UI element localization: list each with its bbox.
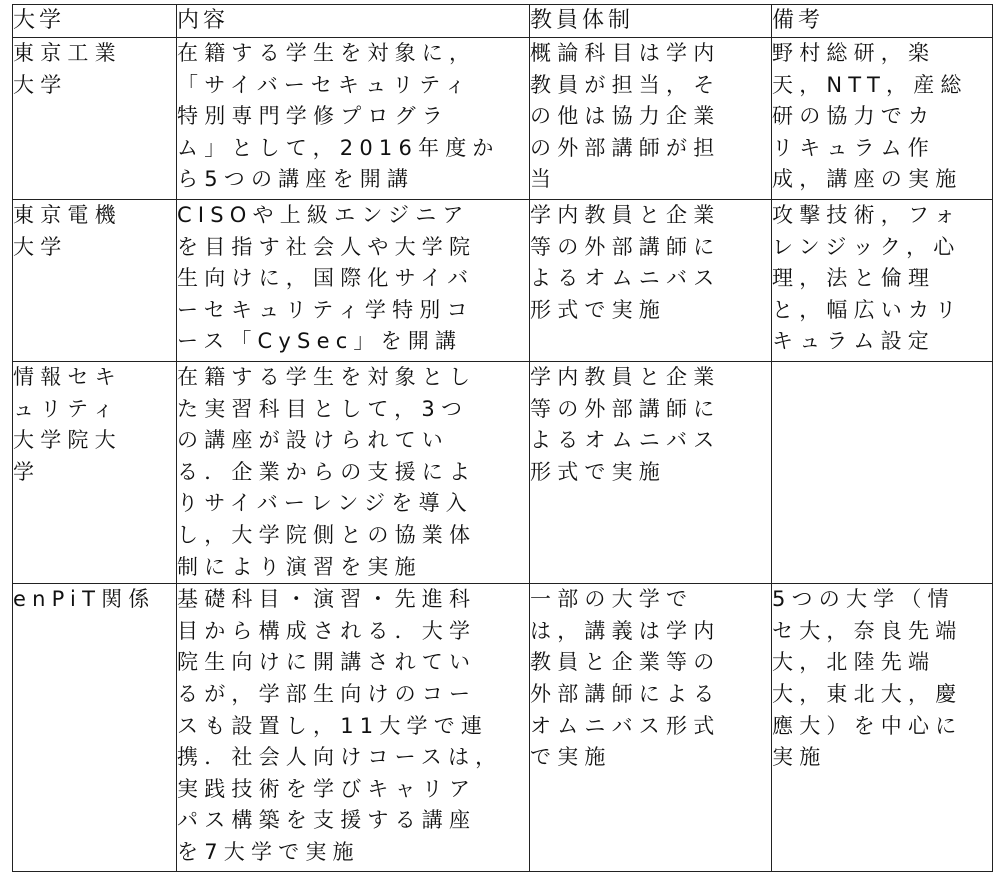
cell-staff	[530, 38, 772, 200]
cell-line: リキュラム作	[772, 135, 935, 160]
cell-line: 大学	[13, 72, 68, 97]
cell-line: を目指す社会人や大学院	[177, 234, 477, 259]
cell-line: パス構築を支援する講座	[177, 808, 477, 833]
cell-line: ース「CySec」を開講	[177, 329, 463, 354]
cell-notes	[772, 584, 993, 872]
cell-line: 「サイバーセキュリティ	[177, 72, 472, 97]
cell-content	[177, 584, 530, 872]
table-row	[13, 584, 993, 872]
cell-line: るが，学部生向けのコー	[177, 681, 477, 706]
cell-line: 成，講座の実施	[772, 167, 963, 192]
cell-line: し，大学院側との協業体	[177, 522, 477, 547]
cell-university	[13, 584, 177, 872]
cell-university	[13, 362, 177, 584]
cell-line: 携．社会人向けコースは，	[177, 745, 503, 770]
cell-staff	[530, 362, 772, 584]
cell-line: 在籍する学生を対象に，	[177, 41, 477, 65]
cell-line: た実習科目として，3つ	[177, 396, 469, 421]
cell-line: 概論科目は学内	[530, 41, 721, 65]
cell-line: 形式で実施	[530, 459, 666, 484]
cell-content	[177, 200, 530, 362]
cell-university	[13, 200, 177, 362]
cell-line: 外部講師による	[530, 681, 721, 706]
table-row	[13, 200, 993, 362]
cell-line: 研の協力でカ	[772, 104, 936, 129]
cell-line: 等の外部講師に	[530, 234, 721, 259]
cell-line: よるオムニバス	[530, 428, 721, 453]
cell-line: 野村総研，楽	[772, 41, 936, 65]
cell-line: 天，NTT，産総	[772, 72, 968, 97]
cell-line: と，幅広いカリ	[772, 297, 963, 322]
cell-line: 院生向けに開講されてい	[177, 650, 477, 675]
cell-line: 学内教員と企業	[530, 203, 721, 227]
cell-university	[13, 38, 177, 200]
cell-line: 学	[13, 459, 41, 484]
cell-notes	[772, 38, 993, 200]
cell-line: ュリティ	[13, 396, 120, 421]
cell-line: ーセキュリティ学特別コ	[177, 297, 474, 322]
cell-line: 大学院大	[13, 428, 122, 453]
cell-line: 在籍する学生を対象とし	[177, 365, 477, 389]
cell-line: の他は協力企業	[530, 104, 721, 129]
cell-line: オムニバス形式	[530, 713, 721, 738]
table-row	[13, 362, 993, 584]
cell-line: ム」として，2016年度か	[177, 135, 500, 160]
cell-line: 制により演習を実施	[177, 554, 422, 579]
cell-line: 理，法と倫理	[772, 266, 936, 291]
cell-line: 大学	[13, 234, 68, 259]
cell-line: の外部講師が担	[530, 135, 721, 160]
cell-line: る．企業からの支援によ	[177, 459, 477, 484]
cell-line: 目から構成される．大学	[177, 618, 477, 643]
table-row	[13, 38, 993, 200]
cell-line: CISOや上級エンジニア	[177, 203, 470, 227]
cell-line: 特別専門学修プログラ	[177, 104, 449, 129]
header-university: 大学	[13, 5, 177, 38]
cell-line: キュラム設定	[772, 329, 935, 354]
cell-line: は，講義は学内	[530, 618, 721, 643]
cell-line: 実践技術を学びキャリア	[177, 776, 477, 801]
header-staff: 教員体制	[530, 5, 772, 38]
cell-line: 大，北陸先端	[772, 650, 936, 675]
cell-line: 大，東北大，慶	[772, 681, 963, 706]
cell-line: よるオムニバス	[530, 266, 721, 291]
cell-line: 一部の大学で	[530, 587, 694, 612]
cell-notes	[772, 200, 993, 362]
cell-line: 基礎科目・演習・先進科	[177, 587, 477, 612]
cell-line: スも設置し，11大学で連	[177, 713, 489, 738]
cell-line: セ大，奈良先端	[772, 618, 963, 643]
cell-line: 教員と企業等の	[530, 650, 721, 675]
cell-line: 應大）を中心に	[772, 713, 963, 738]
cell-line: りサイバーレンジを導入	[177, 491, 473, 516]
cell-line: 教員が担当，そ	[530, 72, 721, 97]
cell-line: 生向けに，国際化サイバ	[177, 266, 475, 291]
cell-content	[177, 362, 530, 584]
header-content: 内容	[177, 5, 530, 38]
cell-content	[177, 38, 530, 200]
cell-notes	[772, 362, 993, 584]
cell-line: 学内教員と企業	[530, 365, 721, 389]
cell-line: 実施	[772, 745, 827, 770]
cell-line: 5つの大学（情	[772, 587, 955, 612]
header-row	[13, 5, 993, 38]
comparison-table	[12, 4, 993, 872]
cell-line: 攻撃技術，フォ	[772, 203, 962, 227]
cell-line: を7大学で実施	[177, 839, 360, 864]
cell-line: で実施	[530, 745, 612, 770]
cell-line: ら5つの講座を開講	[177, 167, 415, 192]
cell-line: の講座が設けられてい	[177, 428, 449, 453]
cell-line: 等の外部講師に	[530, 396, 721, 421]
cell-staff	[530, 584, 772, 872]
cell-line: 東京電機	[13, 203, 122, 227]
cell-line: レンジック，心	[772, 234, 961, 259]
header-notes: 備考	[772, 5, 993, 38]
cell-line: 東京工業	[13, 41, 122, 65]
cell-line: 当	[530, 167, 558, 192]
cell-line: 形式で実施	[530, 297, 666, 322]
cell-line: enPiT関係	[13, 587, 156, 612]
cell-staff	[530, 200, 772, 362]
cell-line: 情報セキ	[13, 365, 122, 389]
